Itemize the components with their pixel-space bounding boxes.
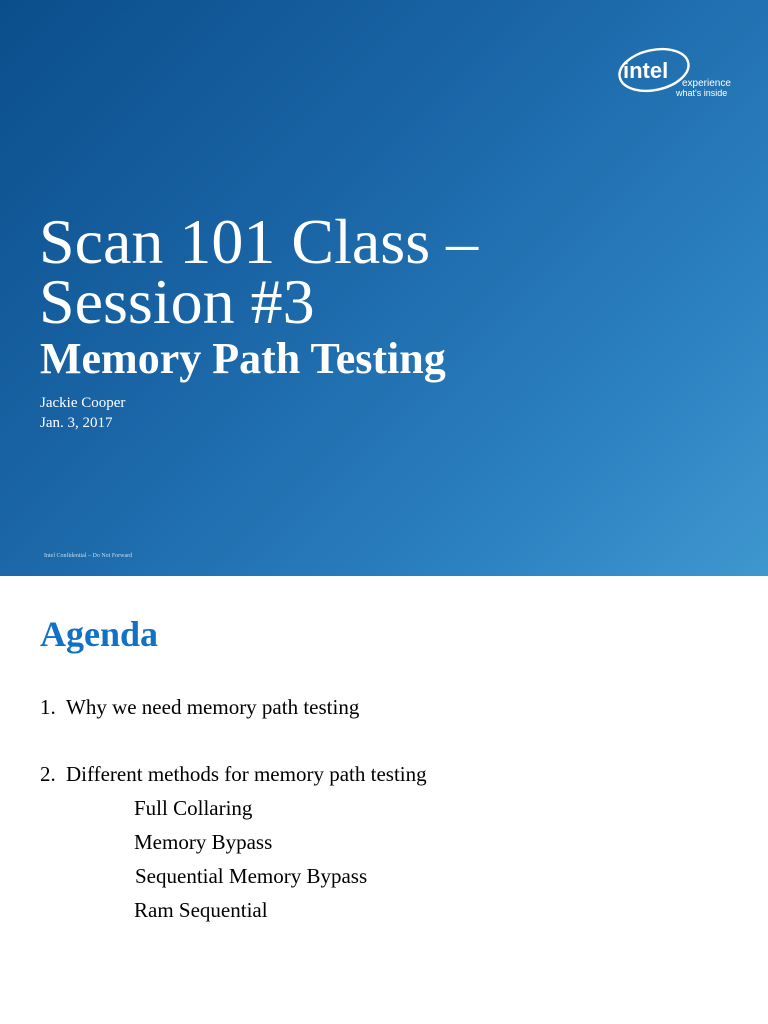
title-line-1: Scan 101 Class – <box>39 206 479 277</box>
agenda-slide <box>0 576 768 1024</box>
logo-tagline-line1: experience <box>682 78 731 89</box>
intel-logo-graphic <box>616 44 746 100</box>
agenda-heading: Agenda <box>40 614 159 654</box>
presenter-name: Jackie Cooper <box>40 395 126 411</box>
presentation-date: Jan. 3, 2017 <box>40 415 113 431</box>
confidential-footer: Intel Confidential – Do Not Forward <box>44 553 133 559</box>
slide-subtitle: Memory Path Testing <box>40 334 446 383</box>
agenda-sub-item: Sequential Memory Bypass <box>135 864 368 888</box>
agenda-item <box>40 761 427 787</box>
agenda-item-text: Why we need memory path testing <box>66 695 360 719</box>
agenda-item-text: Different methods for memory path testing <box>66 762 427 786</box>
intel-logo <box>616 44 746 100</box>
logo-wordmark: intel <box>623 58 669 83</box>
slide-title <box>39 206 739 337</box>
agenda-item <box>40 694 359 720</box>
agenda-item-number: 2. <box>40 762 56 786</box>
title-line-2: Session #3 <box>39 266 315 337</box>
agenda-item-number: 1. <box>40 695 56 719</box>
agenda-sub-item: Memory Bypass <box>134 830 273 854</box>
agenda-sub-item: Ram Sequential <box>134 898 268 922</box>
agenda-sub-item: Full Collaring <box>134 796 253 820</box>
logo-tagline-line2: what's inside <box>676 88 728 98</box>
